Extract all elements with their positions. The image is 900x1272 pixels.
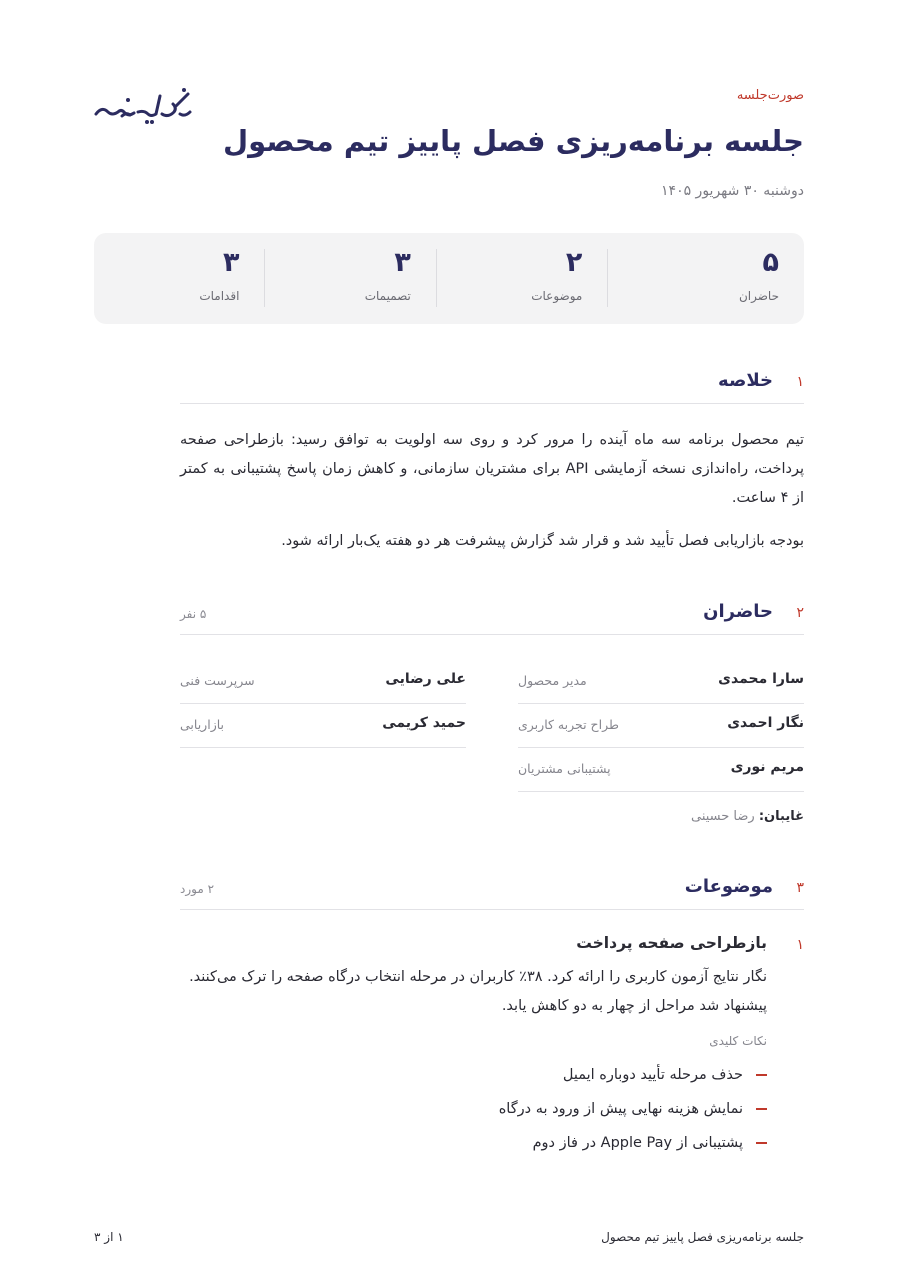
stat-topics — [437, 249, 608, 307]
dash-bullet-icon — [756, 1074, 767, 1076]
topic-title: بازطراحی صفحه پرداخت — [576, 934, 767, 952]
document-type-label: صورت‌جلسه — [736, 88, 804, 103]
attendee-name: نگار احمدی — [727, 715, 804, 731]
stat-value: ۲ — [565, 247, 583, 278]
attendee-row — [180, 660, 466, 704]
section-number: ۱ — [796, 374, 804, 390]
stat-value: ۵ — [762, 247, 779, 278]
section-number: ۳ — [796, 880, 804, 896]
attendee-name: حمید کریمی — [382, 715, 466, 731]
meeting-date: دوشنبه ۳۰ شهریور ۱۴۰۵ — [661, 183, 804, 199]
key-point-text: نمایش هزینه نهایی پیش از ورود به درگاه — [498, 1101, 743, 1117]
attendee-name: علی رضایی — [385, 671, 466, 687]
section-topics-header — [180, 876, 804, 910]
stat-label: موضوعات — [531, 289, 583, 303]
attendee-row — [180, 704, 466, 748]
attendee-role: پشتیبانی مشتریان — [518, 761, 611, 776]
key-point-text: پشتیبانی از Apple Pay در فاز دوم — [532, 1135, 743, 1151]
footer-title: جلسه برنامه‌ریزی فصل پاییز تیم محصول — [601, 1230, 804, 1244]
summary-paragraph: بودجه بازاریابی فصل تأیید شد و قرار شد گزارش پیشرفت هر دو هفته یک‌بار ارائه شود. — [281, 533, 804, 549]
page-title: جلسه برنامه‌ریزی فصل پاییز تیم محصول — [222, 124, 804, 158]
topic-body-line: نگار نتایج آزمون کاربری را ارائه کرد. ۳۸٪ کاربران در مرحله انتخاب درگاه صفحه را ترک می‌کنند. — [189, 969, 767, 985]
topic-body — [177, 963, 767, 1021]
stat-label: حاضران — [738, 289, 779, 303]
key-points-label: نکات کلیدی — [709, 1034, 767, 1048]
brand-logo — [92, 86, 194, 132]
section-number: ۲ — [796, 605, 804, 621]
attendee-column — [518, 660, 804, 792]
key-point-text: حذف مرحله تأیید دوباره ایمیل — [562, 1067, 743, 1083]
page-number: ۱ از ۳ — [94, 1230, 124, 1244]
attendee-role: بازاریابی — [180, 717, 225, 732]
stats-panel — [94, 233, 804, 324]
stat-decisions — [265, 249, 436, 307]
attendee-name: سارا محمدی — [718, 671, 804, 687]
section-summary-header — [180, 370, 804, 404]
attendee-row — [518, 748, 804, 792]
section-attendees-header — [180, 601, 804, 635]
summary-paragraph: تیم محصول برنامه سه ماه آینده را مرور کرد و روی سه اولویت به توافق رسید: بازطراحی صفحه پرداخت، راه‌اندازی نسخه آزمایشی API برای مشتریان سازمانی، و کاهش زمان پاسخ پشتیبانی به کمتر از ۴ ساعت. — [180, 432, 804, 506]
attendee-count: ۵ نفر — [180, 607, 207, 621]
topic-count: ۲ مورد — [180, 882, 215, 896]
list-item — [177, 1126, 767, 1160]
absent-label: غایبان: — [758, 809, 804, 824]
stat-value: ۳ — [394, 247, 411, 278]
attendee-column — [180, 660, 466, 748]
key-points-list — [177, 1058, 767, 1160]
attendee-role: مدیر محصول — [518, 673, 587, 688]
topic-number: ۱ — [796, 937, 804, 953]
attendee-row — [518, 660, 804, 704]
stat-label: اقدامات — [199, 289, 240, 303]
list-item — [177, 1092, 767, 1126]
dash-bullet-icon — [756, 1108, 767, 1110]
stat-label: تصمیمات — [364, 289, 411, 303]
dash-bullet-icon — [756, 1142, 767, 1144]
list-item — [177, 1058, 767, 1092]
section-title: حاضران — [703, 601, 773, 622]
attendee-name: مریم نوری — [730, 759, 804, 775]
stat-actions — [94, 249, 265, 307]
attendee-role: سرپرست فنی — [180, 673, 255, 688]
section-title: موضوعات — [684, 876, 773, 897]
topic-body-line: پیشنهاد شد مراحل از چهار به دو کاهش یابد. — [501, 998, 767, 1014]
section-title: خلاصه — [718, 370, 773, 391]
absent-line — [691, 809, 804, 824]
attendee-row — [518, 704, 804, 748]
stat-attendees — [608, 249, 779, 307]
stat-value: ۳ — [222, 247, 240, 278]
absent-names: رضا حسینی — [690, 809, 755, 824]
attendee-role: طراح تجربه کاربری — [518, 717, 619, 732]
